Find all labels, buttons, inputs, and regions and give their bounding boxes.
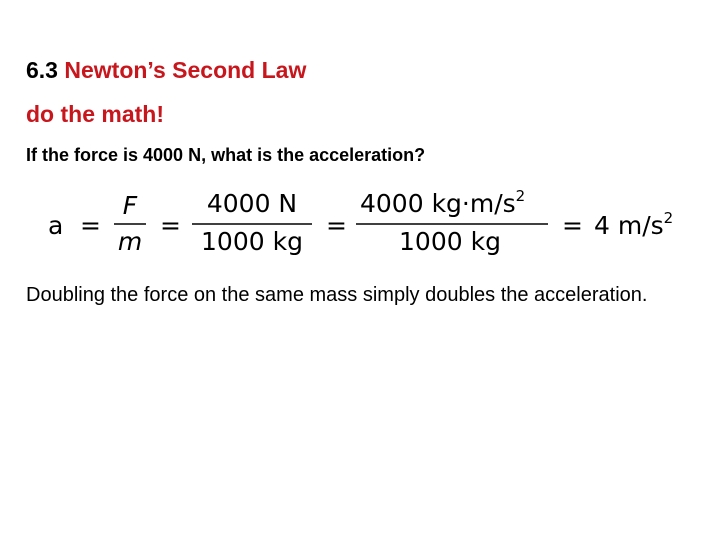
question-text: If the force is 4000 N, what is the acceleration? <box>26 145 426 165</box>
fraction1-numerator: F <box>122 191 138 220</box>
equation-lhs: a <box>48 211 64 240</box>
fraction3-denominator: 1000 kg <box>399 227 501 256</box>
equation <box>44 182 694 266</box>
equals-sign-2: = <box>160 211 181 240</box>
section-number: 6.3 <box>26 57 58 83</box>
slide-title <box>26 57 306 84</box>
equals-sign-4: = <box>562 211 583 240</box>
fraction3-numerator-exponent: 2 <box>515 187 526 205</box>
equation-result <box>594 209 673 240</box>
fraction1-denominator: m <box>117 227 143 256</box>
title-text: Newton’s Second Law <box>64 57 307 83</box>
equation-result-exponent: 2 <box>663 209 674 227</box>
fraction3-numerator-main: 4000 kg·m/s <box>360 189 516 218</box>
fraction2-numerator: 4000 N <box>206 189 298 218</box>
fraction2-denominator: 1000 kg <box>201 227 303 256</box>
explanation-text: Doubling the force on the same mass simply doubles the acceleration. <box>26 284 648 306</box>
equation-result-main: 4 m/s <box>594 211 664 240</box>
equals-sign-3: = <box>326 211 347 240</box>
equals-sign-1: = <box>80 211 101 240</box>
fraction3-numerator <box>360 187 525 218</box>
equation-graphic <box>44 182 694 266</box>
slide-subtitle: do the math! <box>26 101 164 127</box>
